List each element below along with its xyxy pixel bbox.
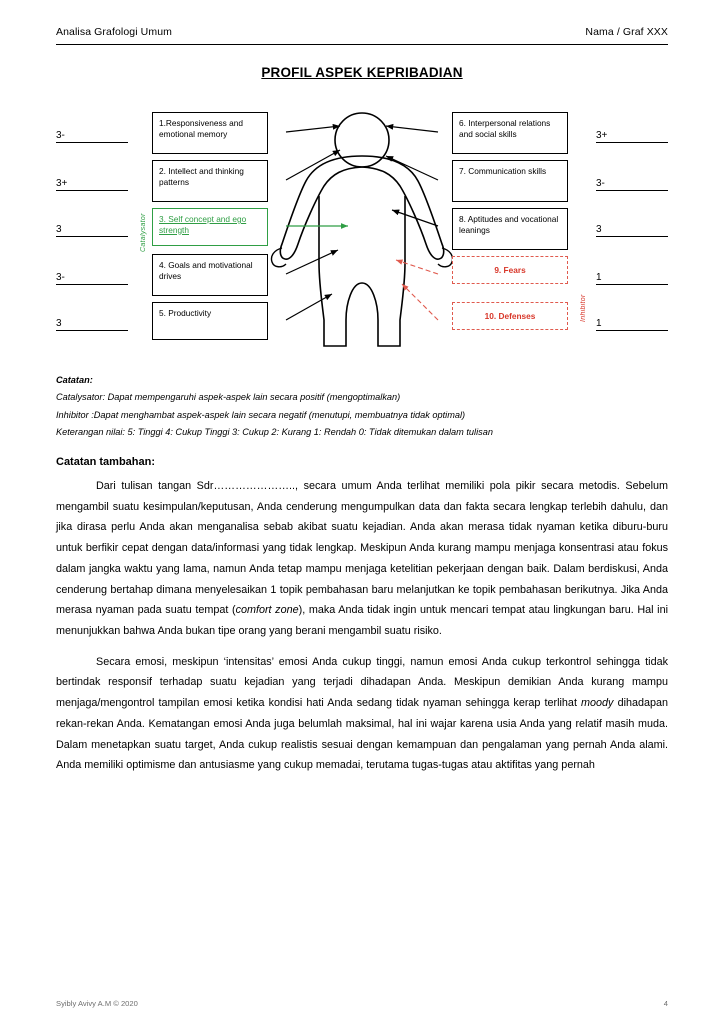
notes-line-1: Catalysator: Dapat mempengaruhi aspek-aspek lain secara positif (mengoptimalkan) — [56, 392, 401, 403]
score-left-2: 3+ — [56, 178, 128, 191]
aspect-box-8: 8. Aptitudes and vocational leanings — [452, 208, 568, 250]
paragraph-1-part-a: Dari tulisan tangan Sdr………………….., secara umum Anda terlihat memiliki pola pikir secara metodis. Sebelum mengambil suatu kesimpulan/keputusan, Anda cenderung mengumpulkan data dan fakta secara lengkap terlebih dahulu, dan jika dirasa perlu Anda akan menganalisa sebab akibat suatu kejadian. Anda akan merasa tidak nyaman ketika diburu-buru untuk berfikir cepat dengan data/informasi yang tidak lengkap. Meskipun Anda kurang mampu menjaga konsentrasi atau fokus dalam jangka waktu yang lama, namun Anda tetap mampu menjaga ketelitian pekerjaan dengan baik. Dalam berdiskusi, Anda cenderung bertahap dimana menyelesaikan 1 topik pembahasan baru melanjutkan ke topik pembahasan berikutnya. Jika Anda merasa nyaman pada suatu tempat ( — [56, 479, 668, 617]
aspect-box-9: 9. Fears — [452, 256, 568, 284]
score-right-8: 3 — [596, 224, 668, 237]
catalysator-label: Catalysator — [140, 213, 147, 252]
score-left-3: 3 — [56, 224, 128, 237]
additional-notes-body — [56, 476, 668, 776]
paragraph-1 — [56, 476, 668, 642]
inhibitor-label: Inhibitor — [580, 294, 587, 322]
paragraph-2 — [56, 652, 668, 776]
aspect-box-2: 2. Intellect and thinking patterns — [152, 160, 268, 202]
aspect-box-1: 1.Responsiveness and emotional memory — [152, 112, 268, 154]
additional-notes-heading: Catatan tambahan: — [56, 455, 156, 468]
score-right-6: 3+ — [596, 130, 668, 143]
score-left-5: 3 — [56, 318, 128, 331]
paragraph-1-emphasis: comfort zone — [235, 604, 299, 617]
score-right-7: 3- — [596, 178, 668, 191]
paragraph-2-part-b: dihadapan rekan-rekan Anda. Kematangan emosi Anda juga belumlah maksimal, hal ini wajar karena usia Anda yang relatif masih muda. Dalam menetapkan suatu target, Anda cukup realistis sesuai dengan kemampuan dan pengalaman yang pernah Anda alami. Anda memiliki optimisme dan antusiasme yang cukup memadai, terutama tugas-tugas atau aktifitas yang pernah — [56, 697, 669, 772]
notes-heading: Catatan: — [56, 375, 93, 385]
paragraph-2-emphasis: moody — [581, 697, 614, 710]
notes-section — [56, 372, 668, 442]
paragraph-1-part-b: ), maka Anda tidak ingin untuk mencari tempat atau lingkungan baru. Hal ini menunjukkan bahwa Anda bukan tipe orang yang berani mengambil suatu risiko. — [56, 604, 668, 637]
score-right-10: 1 — [596, 318, 668, 331]
aspect-box-3-label: 3. Self concept and ego strength — [159, 214, 247, 235]
page-number: 4 — [663, 999, 668, 1008]
notes-line-3: Keterangan nilai: 5: Tinggi 4: Cukup Tinggi 3: Cukup 2: Kurang 1: Rendah 0: Tidak ditemukan dalam tulisan — [56, 427, 493, 438]
personality-profile-diagram — [56, 98, 668, 358]
page-title: PROFIL ASPEK KEPRIBADIAN — [261, 65, 463, 80]
header-right-text: Nama / Graf XXX — [585, 26, 668, 38]
score-right-9: 1 — [596, 272, 668, 285]
header-left-text: Analisa Grafologi Umum — [56, 26, 172, 38]
aspect-box-3 — [152, 208, 268, 246]
aspect-box-6: 6. Interpersonal relations and social skills — [452, 112, 568, 154]
score-left-4: 3- — [56, 272, 128, 285]
aspect-box-7: 7. Communication skills — [452, 160, 568, 202]
diagram-figure — [56, 98, 668, 358]
paragraph-2-part-a: Secara emosi, meskipun ‘intensitas’ emosi Anda cukup tinggi, namun emosi Anda cukup terkontrol sehingga tidak bertindak responsif terhadap suatu kejadian yang terjadi dihadapan Anda. Meskipun demikian Anda kurang mampu menjaga/mengontrol tampilan emosi ketika kondisi hati Anda sedang tidak nyaman sehingga kerap terlihat — [56, 655, 668, 710]
notes-line-2: Inhibitor :Dapat menghambat aspek-aspek lain secara negatif (menutupi, membuatnya tidak optimal) — [56, 409, 466, 420]
footer-copyright: Syibly Avivy A.M © 2020 — [56, 999, 138, 1008]
score-left-1: 3- — [56, 130, 128, 143]
aspect-box-5: 5. Productivity — [152, 302, 268, 340]
page-header — [56, 26, 668, 45]
page-footer — [56, 999, 668, 1008]
aspect-box-4: 4. Goals and motivational drives — [152, 254, 268, 296]
aspect-box-10: 10. Defenses — [452, 302, 568, 330]
